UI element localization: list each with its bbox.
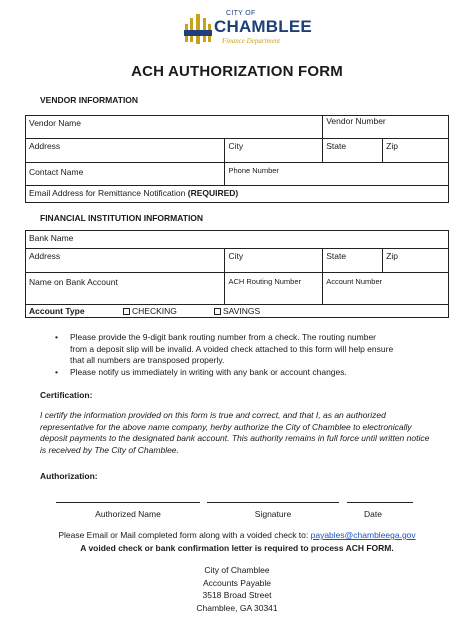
required-tag: (REQUIRED) xyxy=(187,188,239,198)
bank-zip-label: Zip xyxy=(386,251,398,261)
address-line: Chamblee, GA 30341 xyxy=(196,602,278,613)
vendor-address-field[interactable] xyxy=(26,139,225,163)
vendor-state-field[interactable] xyxy=(323,139,383,163)
vendor-address-label: Address xyxy=(29,141,61,151)
routing-number-label: ACH Routing Number xyxy=(228,277,301,286)
vendor-name-label: Vendor Name xyxy=(29,118,81,128)
vendor-number-label: Vendor Number xyxy=(326,116,386,126)
bank-state-label: State xyxy=(326,251,347,261)
account-type-row xyxy=(25,304,449,318)
address-line: 3518 Broad Street xyxy=(202,590,272,600)
vendor-zip-label: Zip xyxy=(386,141,398,151)
account-name-label: Name on Bank Account xyxy=(29,277,118,287)
savings-label: SAVINGS xyxy=(223,306,261,316)
bank-name-field[interactable] xyxy=(26,231,449,249)
vendor-name-field[interactable] xyxy=(26,116,323,139)
certification-heading: Certification: xyxy=(40,390,93,400)
date-label: Date xyxy=(364,509,382,519)
address-line: Accounts Payable xyxy=(202,577,272,588)
submission-instructions xyxy=(0,530,474,540)
voided-check-note: A voided check or bank confirmation letter is required to process ACH FORM. xyxy=(80,543,394,553)
account-type-label: Account Type xyxy=(29,306,85,316)
bank-name-label: Bank Name xyxy=(29,233,74,243)
savings-checkbox[interactable] xyxy=(214,308,221,315)
vendor-info-table xyxy=(25,115,449,203)
certification-text: I certify the information provided on this form is true and correct, and that I, as an authorized representative for the above name company, herby authorize the City of Chamblee to electronically deposit payments to the designated bank account. This authority remains in full force until written notice is received by The City of Chamblee. xyxy=(40,410,430,455)
account-number-field[interactable] xyxy=(323,273,449,305)
authorized-name-label: Authorized Name xyxy=(95,509,161,519)
account-number-label: Account Number xyxy=(326,277,383,286)
submission-text: Please Email or Mail completed form along with a voided check to: xyxy=(58,530,311,540)
remittance-email-label: Email Address for Remittance Notification xyxy=(29,188,188,198)
bank-section-heading: FINANCIAL INSTITUTION INFORMATION xyxy=(40,213,204,223)
authorized-name-line[interactable] xyxy=(56,502,200,503)
remittance-email-field[interactable] xyxy=(26,186,449,203)
bank-zip-field[interactable] xyxy=(383,249,449,273)
bank-city-field[interactable] xyxy=(225,249,323,273)
logo-department: Finance Department xyxy=(222,37,281,45)
checking-label: CHECKING xyxy=(132,306,177,316)
bank-address-field[interactable] xyxy=(26,249,225,273)
form-title: ACH AUTHORIZATION FORM xyxy=(131,63,343,80)
checking-checkbox[interactable] xyxy=(123,308,130,315)
account-name-field[interactable] xyxy=(26,273,225,305)
savings-option[interactable] xyxy=(214,306,260,316)
city-logo xyxy=(184,8,312,50)
contact-name-field[interactable] xyxy=(26,163,225,186)
payables-email-link[interactable]: payables@chambleega.gov xyxy=(310,530,416,540)
vendor-city-label: City xyxy=(228,141,244,151)
routing-number-field[interactable] xyxy=(225,273,323,305)
vendor-state-label: State xyxy=(326,141,347,151)
mailing-address xyxy=(0,564,474,614)
date-line[interactable] xyxy=(347,502,413,503)
contact-name-label: Contact Name xyxy=(29,167,84,177)
vendor-zip-field[interactable] xyxy=(383,139,449,163)
phone-number-label: Phone Number xyxy=(228,166,279,175)
sun-emblem-icon xyxy=(184,12,212,46)
logo-city-name: CHAMBLEE xyxy=(214,17,312,36)
address-line: City of Chamblee xyxy=(204,565,270,575)
authorization-heading: Authorization: xyxy=(40,471,98,481)
bank-city-label: City xyxy=(228,251,244,261)
bank-address-label: Address xyxy=(29,251,61,261)
instruction-item: • Please notify us immediately in writing with any bank or account changes. xyxy=(55,367,395,379)
signature-label: Signature xyxy=(254,509,292,519)
checking-option[interactable] xyxy=(123,306,177,316)
instruction-item: • Please provide the 9-digit bank routing number from a check. The routing number from a deposit slip will be invalid. A voided check attached to this form will help ensure that all numbers are transposed properly. xyxy=(55,332,395,367)
vendor-number-field[interactable] xyxy=(323,116,449,139)
bank-info-table xyxy=(25,230,449,305)
bank-state-field[interactable] xyxy=(323,249,383,273)
vendor-city-field[interactable] xyxy=(225,139,323,163)
signature-line[interactable] xyxy=(207,502,339,503)
vendor-section-heading: VENDOR INFORMATION xyxy=(40,95,139,105)
phone-number-field[interactable] xyxy=(225,163,449,186)
logo-city-of: CITY OF xyxy=(226,10,256,17)
instructions-list xyxy=(55,332,395,378)
